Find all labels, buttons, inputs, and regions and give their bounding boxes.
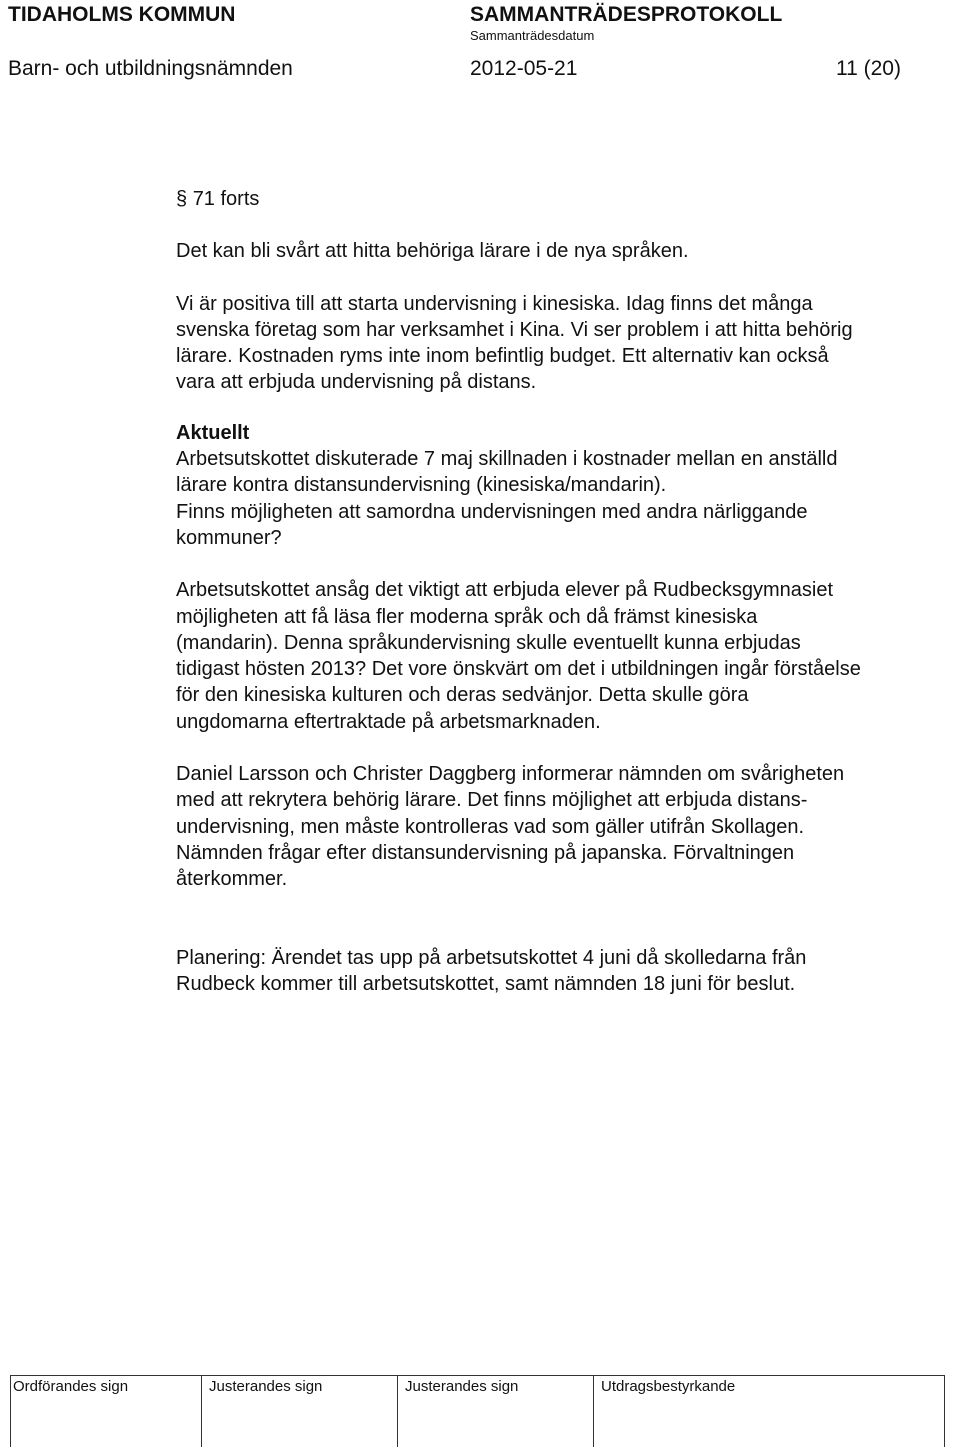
paragraph-5 [176, 761, 946, 892]
signature-label: Justerandes sign [405, 1378, 519, 1395]
text-line: lärare. Kostnaden ryms inte inom befintlig budget. Ett alternativ kan också [176, 345, 829, 368]
signature-box-adjuster-2 [397, 1375, 593, 1447]
text-line: kommuner? [176, 526, 282, 549]
text-line: Arbetsutskottet diskuterade 7 maj skillnaden i kostnader mellan en anställd [176, 448, 838, 471]
signature-label: Ordförandes sign [13, 1378, 129, 1395]
section-sign: § [176, 188, 188, 210]
text-line: med att rekrytera behörig lärare. Det finns möjlighet att erbjuda distans- [176, 789, 808, 812]
signature-box-chair [10, 1375, 201, 1447]
text-line: Daniel Larsson och Christer Daggberg informerar nämnden om svårigheten [176, 763, 845, 786]
section-heading [176, 186, 946, 212]
text-line: ungdomarna eftertraktade på arbetsmarknaden. [176, 710, 601, 733]
protocol-body [176, 186, 946, 997]
text-line: Det kan bli svårt att hitta behöriga lärare i de nya språken. [176, 240, 689, 263]
page-number: 11 (20) [836, 57, 901, 80]
text-line: Vi är positiva till att starta undervisning i kinesiska. Idag finns det många [176, 292, 813, 315]
text-line: Rudbeck kommer till arbetsutskottet, samt nämnden 18 juni för beslut. [176, 972, 796, 995]
aktuellt-heading: Aktuellt [176, 421, 250, 444]
signature-box-extract [593, 1375, 945, 1447]
text-line: vara att erbjuda undervisning på distans. [176, 371, 537, 394]
municipality-name: TIDAHOLMS KOMMUN [8, 3, 236, 26]
protocol-title: SAMMANTRÄDESPROTOKOLL [470, 3, 783, 26]
text-line: Nämnden frågar efter distansundervisning på japanska. Förvaltningen [176, 841, 795, 864]
paragraph-2 [176, 291, 946, 396]
text-line: Arbetsutskottet ansåg det viktigt att erbjuda elever på Rudbecksgymnasiet [176, 579, 834, 602]
paragraph-1 [176, 238, 946, 264]
signature-label: Utdragsbestyrkande [601, 1378, 736, 1395]
text-line: Finns möjligheten att samordna undervisningen med andra närliggande [176, 500, 808, 523]
committee-name: Barn- och utbildningsnämnden [8, 57, 293, 80]
text-line: (mandarin). Denna språkundervisning skulle eventuellt kunna erbjudas [176, 631, 801, 654]
meeting-date: 2012-05-21 [470, 57, 578, 80]
text-line: Planering: Ärendet tas upp på arbetsutskottet 4 juni då skolledarna från [176, 946, 807, 969]
aktuellt-section [176, 420, 946, 551]
text-line: möjligheten att få läsa fler moderna språk och då främst kinesiska [176, 605, 758, 628]
text-line: för den kinesiska kulturen och deras sedvänjor. Detta skulle göra [176, 684, 749, 707]
text-line: svenska företag som har verksamhet i Kina. Vi ser problem i att hitta behörig [176, 318, 853, 341]
date-caption: Sammanträdesdatum [470, 28, 595, 43]
text-line: tidigast hösten 2013? Det vore önskvärt om det i utbildningen ingår förståelse [176, 658, 861, 681]
planning-paragraph [176, 945, 946, 998]
text-line: undervisning, men måste kontrolleras vad som gäller utifrån Skollagen. [176, 815, 805, 838]
section-number: 71 forts [192, 188, 260, 210]
text-line: återkommer. [176, 868, 288, 891]
paragraph-4 [176, 577, 946, 735]
signature-label: Justerandes sign [209, 1378, 323, 1395]
text-line: lärare kontra distansundervisning (kinesiska/mandarin). [176, 474, 667, 497]
signature-box-adjuster-1 [201, 1375, 397, 1447]
